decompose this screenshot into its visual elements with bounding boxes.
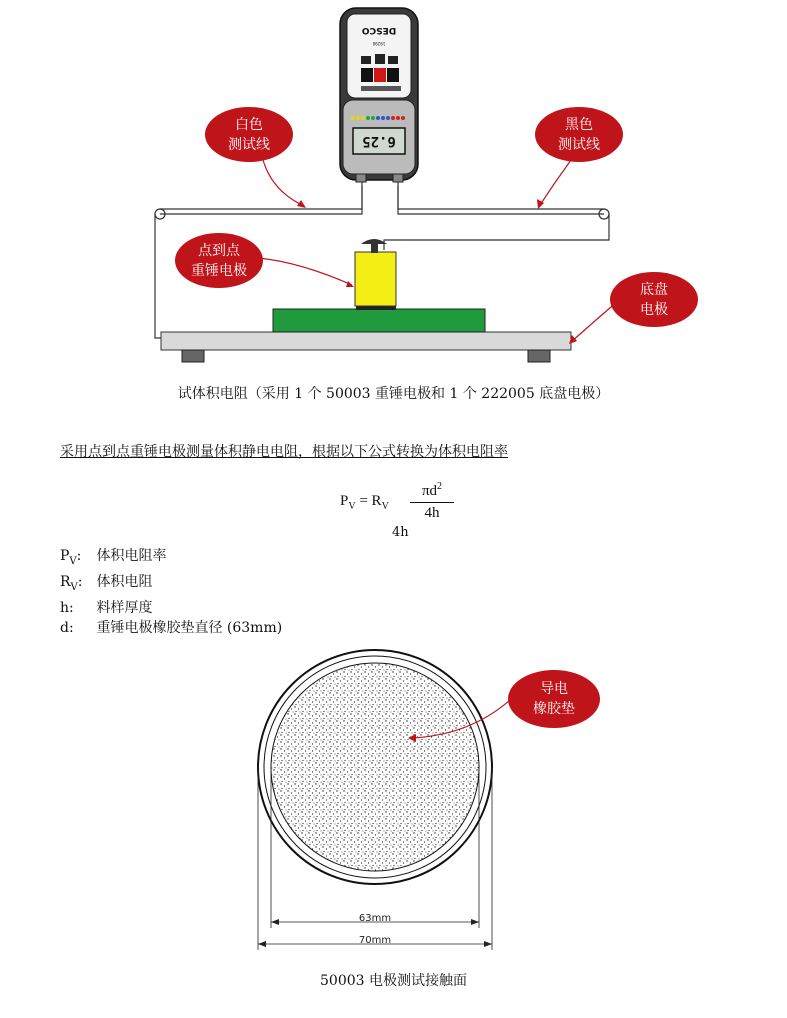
- contact-face-diagram: [0, 650, 787, 960]
- base-foot-left: [182, 350, 204, 362]
- definition-text: 体积电阻: [96, 573, 153, 590]
- formula-clipped-artifact: [392, 525, 409, 540]
- definition-text: 重锤电极橡胶垫直径 (63mm): [96, 619, 283, 636]
- outer-diameter-label: 70mm: [358, 935, 392, 946]
- formula-lhs: P: [340, 493, 349, 509]
- callout-conductive-pad: [508, 670, 600, 728]
- callout-black-lead-line2: 测试线: [558, 136, 600, 153]
- callout-conductive-pad-line1: 导电: [540, 681, 568, 697]
- figure1-caption: 试体积电阻（采用 1 个 50003 重锤电极和 1 个 222005 底盘电极）: [177, 386, 610, 402]
- callout-weight-electrode-line1: 点到点: [198, 242, 240, 259]
- callout-base-electrode-line2: 电极: [640, 301, 668, 318]
- definition-symbol: d: [60, 619, 69, 636]
- definitions-list: [60, 546, 282, 638]
- definition-subscript: V: [69, 555, 77, 567]
- formula-denominator: 4h: [424, 505, 440, 521]
- definition-separator: :: [68, 619, 74, 636]
- electrode-contact-face: [258, 650, 492, 884]
- definition-row: [60, 598, 282, 618]
- definition-text: 体积电阻率: [96, 548, 167, 564]
- callout-weight-electrode-line2: 重锤电极: [191, 262, 247, 279]
- callout-base-electrode-line1: 底盘: [640, 281, 668, 298]
- definition-separator: :: [76, 548, 82, 564]
- test-sample: [273, 309, 485, 332]
- formula-rhs-sub: V: [381, 501, 389, 512]
- volume-resistivity-formula: [340, 481, 470, 523]
- base-plate-electrode: [161, 332, 571, 350]
- callout-weight-electrode: [175, 233, 263, 288]
- resistance-meter: [340, 8, 418, 182]
- definition-separator: :: [69, 599, 74, 616]
- callout-black-lead: [535, 107, 623, 162]
- callout-black-lead-line1: 黑色: [565, 116, 593, 133]
- formula-fraction-bar: [410, 502, 454, 503]
- formula-artifact-text: 4h: [392, 525, 409, 540]
- definition-separator: :: [77, 573, 83, 590]
- callout-white-lead-line1: 白色: [235, 116, 263, 133]
- callout-white-lead-line2: 测试线: [228, 136, 270, 153]
- meter-model-label: 19290: [372, 41, 386, 46]
- definition-symbol: h: [60, 599, 70, 616]
- definition-row: [60, 546, 282, 572]
- formula-lhs-sub: V: [348, 501, 356, 512]
- inner-diameter-label: 63mm: [358, 913, 392, 924]
- callout-white-lead: [205, 107, 293, 162]
- callout-conductive-pad-line2: 橡胶垫: [533, 701, 575, 717]
- definition-row: [60, 618, 282, 638]
- weight-electrode: [355, 239, 396, 310]
- meter-display-value: 6.25: [362, 133, 396, 149]
- indicator-leds: [351, 116, 405, 120]
- definition-subscript: V: [70, 581, 78, 593]
- base-foot-right: [528, 350, 550, 362]
- formula-rhs: R: [371, 493, 382, 509]
- definition-symbol: P: [60, 548, 70, 564]
- figure2-caption: 50003 电极测试接触面: [320, 973, 467, 989]
- definition-symbol: R: [60, 573, 71, 590]
- conductive-rubber-pad: [271, 663, 479, 871]
- definition-text: 料样厚度: [96, 599, 153, 616]
- formula-numerator-sup: 2: [437, 481, 443, 492]
- formula-equals: =: [359, 493, 368, 509]
- definition-row: [60, 572, 282, 598]
- meter-brand-label: DESCO: [361, 25, 397, 35]
- method-statement: 采用点到点重锤电极测量体积静电电阻，根据以下公式转换为体积电阻率: [60, 444, 508, 460]
- formula-numerator: πd: [421, 483, 438, 499]
- callout-base-electrode: [610, 272, 698, 327]
